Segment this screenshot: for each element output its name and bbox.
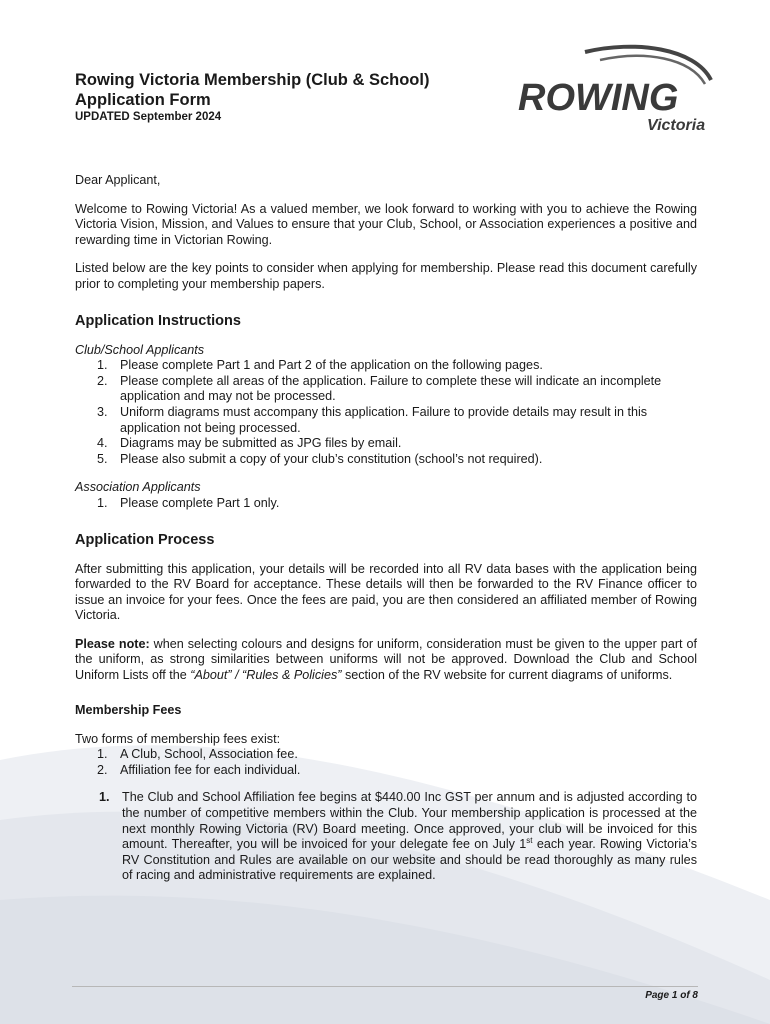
list-item: 5. Please also submit a copy of your club’s constitution (school’s not required). (97, 451, 543, 466)
footer-divider (72, 986, 698, 987)
fees-detail-list (75, 790, 697, 884)
page-number: Page 1 of 8 (645, 990, 698, 1001)
document-content (75, 70, 697, 884)
intro-paragraph: Welcome to Rowing Victoria! As a valued member, we look forward to working with you to achieve the Rowing Victoria Vision, Mission, and Values to ensure that your Club, School, or Association experiences a positive and rewarding time in Victorian Rowing. (75, 201, 697, 247)
association-instructions-list (75, 496, 697, 512)
club-instructions-list (75, 358, 697, 467)
list-item: 1. A Club, School, Association fee. (97, 747, 298, 762)
uniform-note-paragraph: Please note: when selecting colours and designs for uniform, consideration must be given to the upper part of the uniform, as strong similarities between uniforms will not be approved. Download the Club and School Uniform Lists off the “About” / “Rules & Policies” section of the RV website for current diagrams of uniforms. (75, 636, 697, 683)
svg-text:Victoria: Victoria (647, 117, 706, 134)
updated-date: UPDATED September 2024 (75, 111, 222, 123)
greeting: Dear Applicant, (75, 173, 161, 187)
instructions-heading: Application Instructions (75, 312, 241, 329)
process-heading: Application Process (75, 531, 215, 548)
title-line-1: Rowing Victoria Membership (Club & School) (75, 71, 430, 89)
list-item: 3. Uniform diagrams must accompany this application. Failure to provide details may result in this application not being processed. (97, 404, 648, 435)
title-line-2: Application Form (75, 91, 211, 109)
svg-text:ROWING: ROWING (518, 77, 679, 119)
fees-intro: Two forms of membership fees exist: (75, 731, 281, 746)
key-points-paragraph: Listed below are the key points to consider when applying for membership. Please read this document carefully prior to completing your membership papers. (75, 261, 697, 291)
list-item: 2. Please complete all areas of the application. Failure to complete these will indicate an incomplete application and may not be processed. (97, 373, 662, 404)
club-applicants-label: Club/School Applicants (75, 342, 205, 357)
fees-heading: Membership Fees (75, 702, 182, 717)
list-item: 2. Affiliation fee for each individual. (97, 762, 301, 777)
process-paragraph: After submitting this application, your details will be recorded into all RV data bases with the application being forwarded to the RV Board for acceptance. These details will then be forwarded to the RV Finance officer to issue an invoice for your fees. Once the fees are paid, you are then considered an affiliated member of Rowing Victoria. (75, 561, 697, 623)
list-item: 4. Diagrams may be submitted as JPG files by email. (97, 436, 402, 451)
fees-types-list (75, 747, 697, 778)
association-applicants-label: Association Applicants (75, 480, 201, 495)
document-title (75, 70, 697, 110)
list-item: 1. Please complete Part 1 and Part 2 of the application on the following pages. (97, 358, 543, 373)
list-item: 1. Please complete Part 1 only. (97, 495, 280, 510)
list-item: 1. The Club and School Affiliation fee begins at $440.00 Inc GST per annum and is adjusted according to the number of competitive members within the Club. Your membership application is processed at the next monthly Rowing Victoria (RV) Board meeting. Once approved, your club will be invoiced for this amount. Thereafter, you will be invoiced for your delegate fee on July 1st each year. Rowing Victoria’s RV Constitution and Rules are available on our website and should be read thoroughly as many rules of racing and administrative requirements are explained. (99, 790, 697, 883)
